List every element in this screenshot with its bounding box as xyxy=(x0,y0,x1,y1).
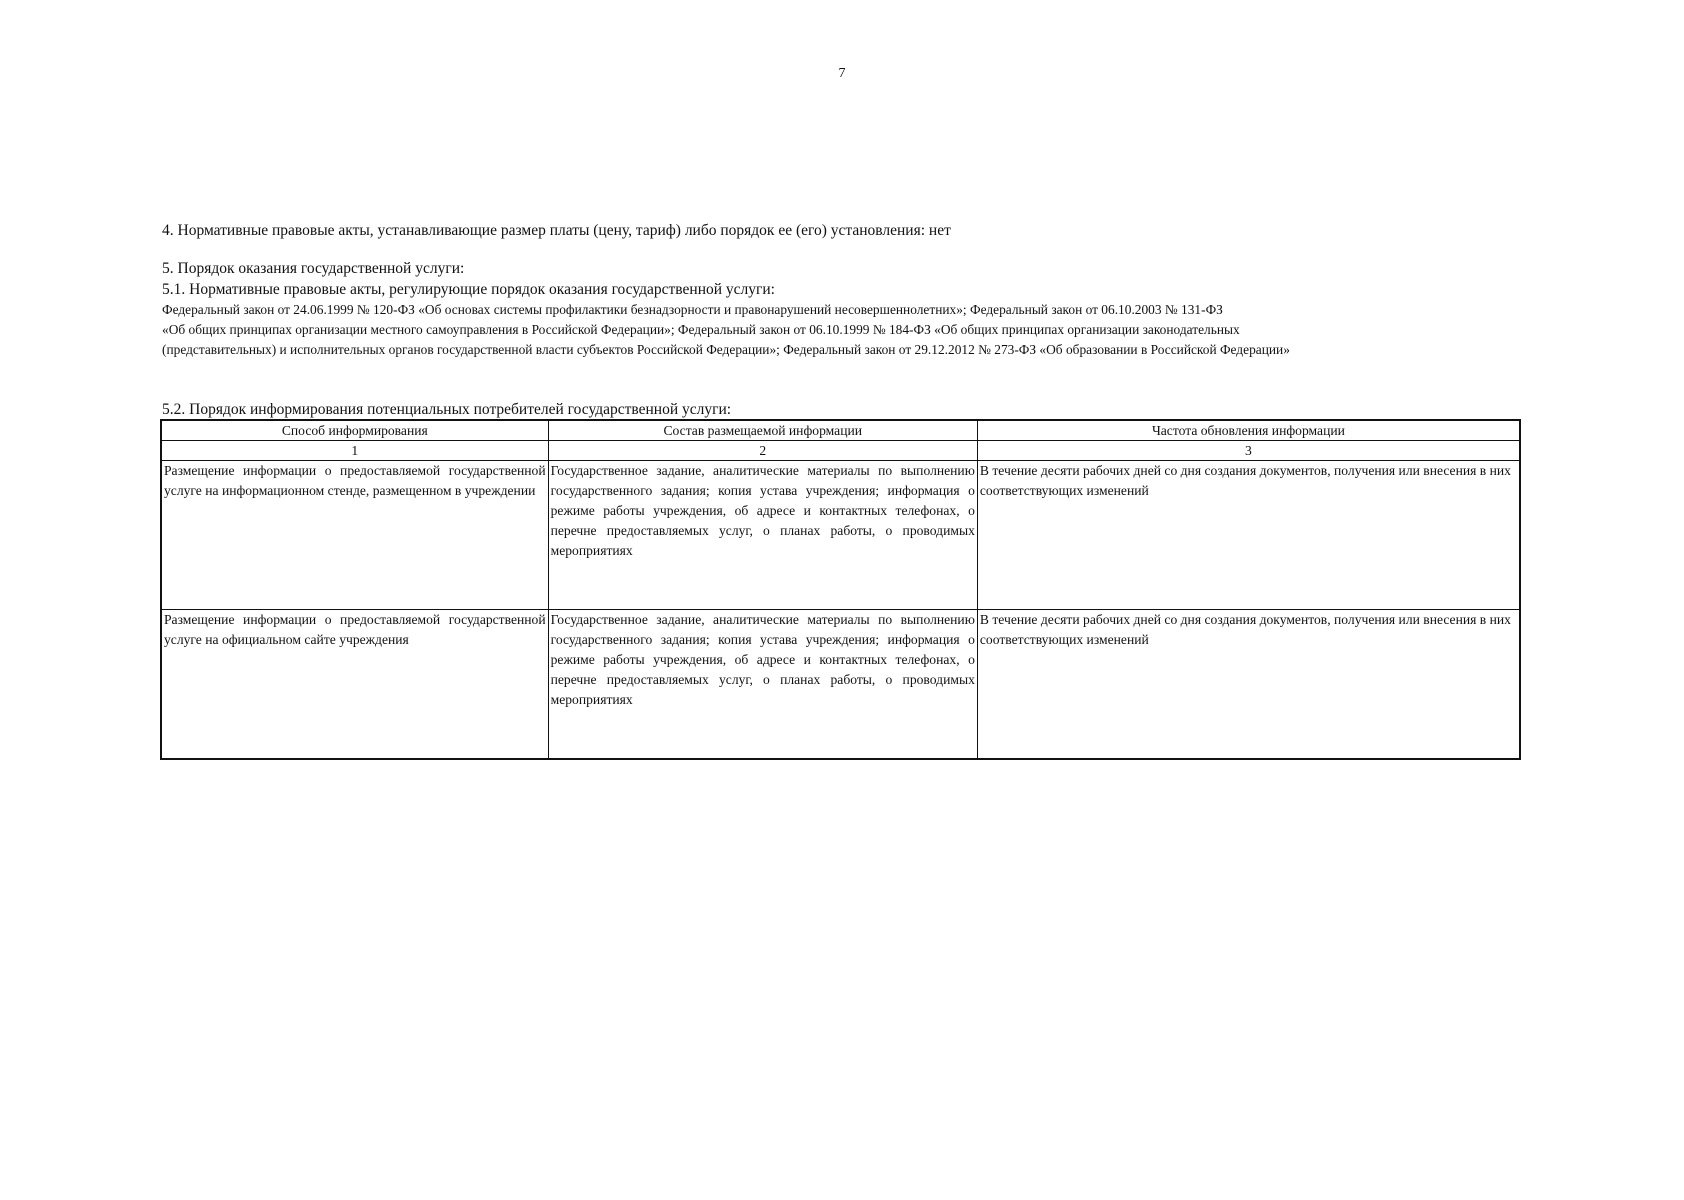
cell-content: Государственное задание, аналитические материалы по выполнению государственного задания; копия устава учреждения; информация о режиме работы учреждения, об адресе и контактных телефонах, о перечне предоставляемых услуг, о планах работы, о проводимых мероприятиях xyxy=(548,461,977,610)
laws-paragraph xyxy=(162,300,1492,360)
section-5-title: 5. Порядок оказания государственной услуги: xyxy=(162,260,465,277)
column-number: 2 xyxy=(548,441,977,461)
page-number: 7 xyxy=(838,66,846,81)
cell-method: Размещение информации о предоставляемой государственной услуге на официальном сайте учреждения xyxy=(161,610,548,760)
info-table xyxy=(160,419,1521,760)
law-line: «Об общих принципах организации местного самоуправления в Российской Федерации»; Федеральный закон от 06.10.1999 № 184-ФЗ «Об общих принципах организации законодательных xyxy=(162,322,1240,337)
section-5-1-title: 5.1. Нормативные правовые акты, регулирующие порядок оказания государственной услуги: xyxy=(162,281,775,298)
header-method: Способ информирования xyxy=(161,420,548,441)
section-4-text: 4. Нормативные правовые акты, устанавливающие размер платы (цену, тариф) либо порядок ее (его) установления: нет xyxy=(162,222,951,239)
cell-frequency: В течение десяти рабочих дней со дня создания документов, получения или внесения в них соответствующих изменений xyxy=(977,610,1520,760)
table-header-row xyxy=(161,420,1520,441)
table-row xyxy=(161,461,1520,610)
table-row xyxy=(161,610,1520,760)
column-number: 1 xyxy=(161,441,548,461)
header-content: Состав размещаемой информации xyxy=(548,420,977,441)
cell-method: Размещение информации о предоставляемой государственной услуге на информационном стенде, размещенном в учреждении xyxy=(161,461,548,610)
table-number-row xyxy=(161,441,1520,461)
law-line: Федеральный закон от 24.06.1999 № 120-ФЗ «Об основах системы профилактики безнадзорности и правонарушений несовершеннолетних»; Федеральный закон от 06.10.2003 № 131-ФЗ xyxy=(162,302,1223,317)
header-frequency: Частота обновления информации xyxy=(977,420,1520,441)
column-number: 3 xyxy=(977,441,1520,461)
cell-frequency: В течение десяти рабочих дней со дня создания документов, получения или внесения в них соответствующих изменений xyxy=(977,461,1520,610)
law-line: (представительных) и исполнительных органов государственной власти субъектов Российской Федерации»; Федеральный закон от 29.12.2012 № 273-ФЗ «Об образовании в Российской Федерации» xyxy=(162,342,1290,357)
section-5-2-title: 5.2. Порядок информирования потенциальных потребителей государственной услуги: xyxy=(162,401,732,418)
cell-content: Государственное задание, аналитические материалы по выполнению государственного задания; копия устава учреждения; информация о режиме работы учреждения, об адресе и контактных телефонах, о перечне предоставляемых услуг, о планах работы, о проводимых мероприятиях xyxy=(548,610,977,760)
